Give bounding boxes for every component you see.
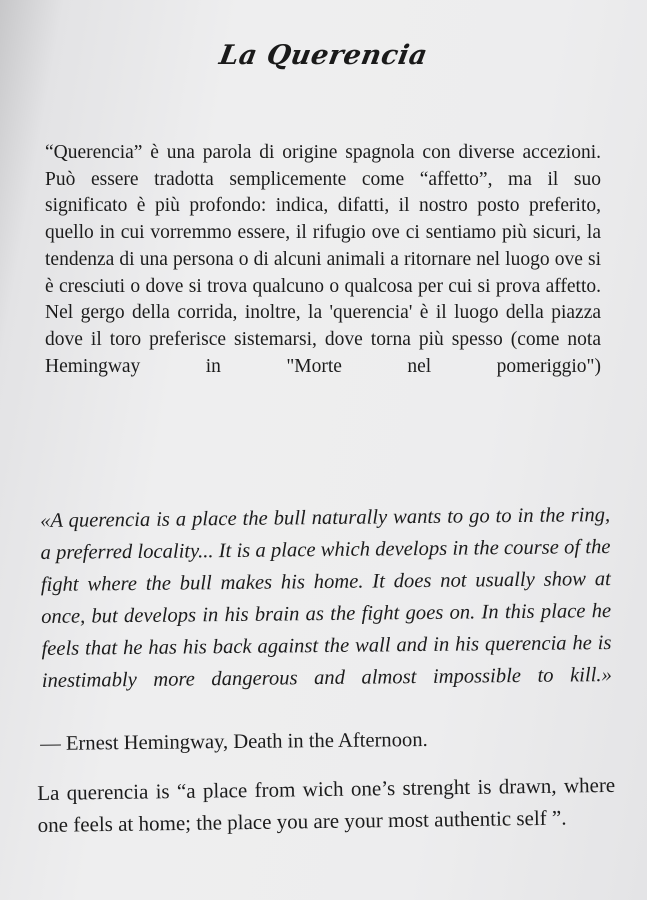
closing-paragraph: La querencia is “a place from wich one’s strenght is drawn, where one feels at home; the place you are your most authentic self ”.	[37, 772, 616, 837]
page-title: La Querencia	[217, 40, 430, 71]
hemingway-quote: «A querencia is a place the bull naturally wants to go to in the ring, a preferred locality... It is a place which develops in the course of the fight where the bull makes his home. It does not usually show at once, but develops in his brain as the fight goes on. In this place he feels that he has his back against the wall and in his querencia he is inestimably more dangerous and almost impossible to kill.»	[40, 504, 612, 692]
quote-attribution: — Ernest Hemingway, Death in the Afternoon.	[40, 728, 428, 755]
definition-paragraph: “Querencia” è una parola di origine spagnola con diverse accezioni. Può essere tradotta semplicemente come “affetto”, ma il suo significato è più profondo: indica, difatti, il nostro posto preferito, quello in cui vorremmo essere, il rifugio ove ci sentiamo più sicuri, la tendenza di una persona o di alcuni animali a ritornare nel luogo ove si è cresciuti o dove si trova qualcuno o qualcosa per cui si prova affetto. Nel gergo della corrida, inoltre, la 'querencia' è il luogo della piazza dove il toro preferisce sistemarsi, dove torna più spesso (come nota Hemingway in "Morte nel pomeriggio")	[45, 142, 601, 377]
